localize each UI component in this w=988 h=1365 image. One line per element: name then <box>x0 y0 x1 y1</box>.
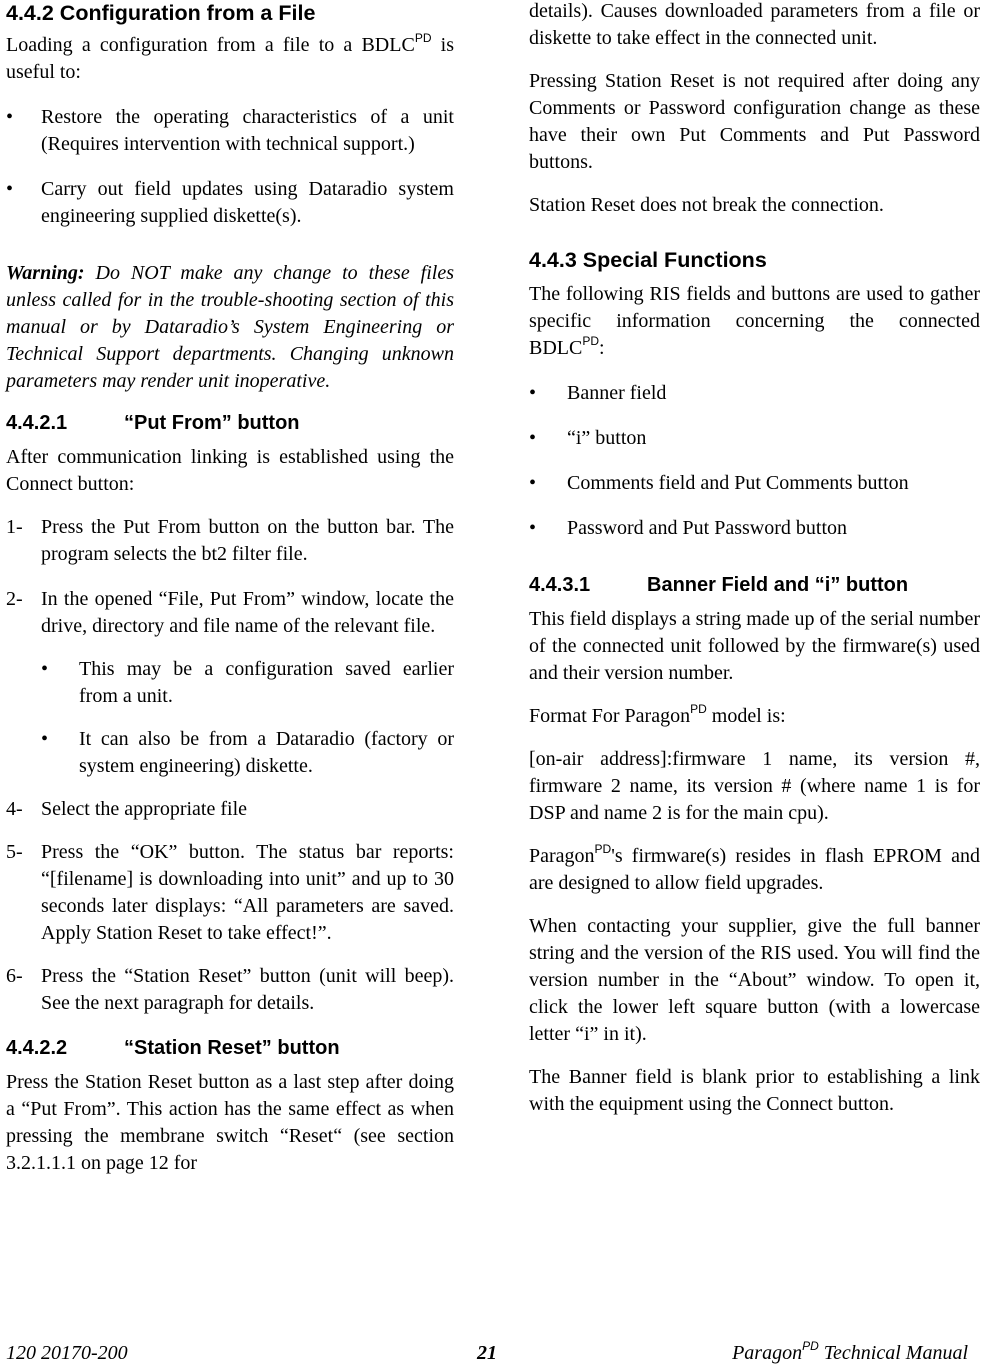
bullet-icon: • <box>6 106 14 128</box>
list-item: • Comments field and Put Comments button <box>529 470 980 497</box>
after-connect-paragraph: After communication linking is established using the Connect button: <box>6 446 454 495</box>
page-footer <box>6 1341 968 1365</box>
contact-paragraph: When contacting your supplier, give the full banner string and the version of the RIS used. You will find the version number in the “About” window. To open it, click the lower left square button (with a lowercase letter “i” in it). <box>529 915 980 1045</box>
list-item: • Carry out field updates using Dataradio system engineering supplied diskette(s). <box>6 178 454 227</box>
firmware-paragraph: Paragon$^{PD}$'s firmware(s) resides in flash EPROM and are designed to allow field upgrades. <box>529 842 980 894</box>
special-functions-paragraph: The following RIS fields and buttons are used to gather specific information concerning the connected $BDLC^{PD}$: <box>529 283 980 359</box>
bullet-icon: • <box>529 472 537 494</box>
list-item: • This may be a configuration saved earlier from a unit. <box>41 658 454 707</box>
section-heading-4-4-3: 4.4.3 Special Functions <box>529 248 767 272</box>
section-heading-4-4-2-1: 4.4.2.1 “Put From” button <box>6 412 300 434</box>
continued-paragraph: details). Causes downloaded parameters from a file or diskette to take effect in the connected unit. <box>529 0 980 49</box>
banner-description-paragraph: This field displays a string made up of the serial number of the connected unit followed by the firmware(s) used and their version number. <box>529 608 981 684</box>
section-heading-4-4-3-1: 4.4.3.1 Banner Field and “i” button <box>529 574 909 596</box>
list-item: 1- Press the Put From button on the button bar. The program selects the bt2 filter file. <box>6 516 454 565</box>
section-heading-4-4-2-2: 4.4.2.2 “Station Reset” button <box>6 1037 340 1059</box>
bullet-icon: • <box>529 427 537 449</box>
bullet-icon: • <box>6 178 14 200</box>
station-reset-paragraph: Press the Station Reset button as a last step after doing a “Put From”. This action has the same effect as when pressing the membrane switch “Reset“ (see section 3.2.1.1.1 on page 12 for <box>6 1071 454 1174</box>
list-item: 4- Select the appropriate file <box>6 798 248 820</box>
format-line-paragraph: [on-air address]:firmware 1 name, its version #, firmware 2 name, its version # (where name 1 is for DSP and name 2 is for the main cpu). <box>529 748 980 824</box>
no-break-paragraph: Station Reset does not break the connection. <box>529 194 884 216</box>
not-required-paragraph: Pressing Station Reset is not required after doing any Comments or Password configuration change as these have their own Put Comments and Put Password buttons. <box>529 70 980 173</box>
right-column <box>529 0 980 1118</box>
page-number: 21 <box>477 1342 497 1364</box>
manual-title: Paragon$^{PD}$ Technical Manual <box>732 1339 968 1364</box>
bullet-icon: • <box>41 658 49 680</box>
bullet-icon: • <box>529 382 537 404</box>
section-heading-4-4-2: 4.4.2 Configuration from a File <box>6 1 316 25</box>
left-column <box>6 0 454 1177</box>
document-number: 120 20170-200 <box>6 1342 128 1364</box>
list-item: 5- Press the “OK” button. The status bar reports: “[filename] is downloading into unit” and up to 30 seconds later displays: “All parameters are saved. Apply Station Reset to take effect!”. <box>6 841 454 944</box>
blank-banner-paragraph: The Banner field is blank prior to establishing a link with the equipment using the Connect button. <box>529 1066 980 1115</box>
list-item: • Banner field <box>529 380 980 407</box>
list-item: • “i” button <box>529 425 980 452</box>
list-item: • Restore the operating characteristics of a unit (Requires intervention with technical support.) <box>6 106 454 155</box>
format-paragraph: Format For Paragon$^{PD}$ model is: <box>529 702 786 727</box>
list-item: • Password and Put Password button <box>529 515 980 542</box>
list-item: • It can also be from a Dataradio (factory or system engineering) diskette. <box>41 728 454 777</box>
intro-paragraph: Loading a configuration from a file to a $BDLC^{PD}$ is useful to: <box>6 31 454 83</box>
list-item: 2- In the opened “File, Put From” window, locate the drive, directory and file name of the relevant file. <box>6 588 454 637</box>
warning-paragraph: Warning: Do NOT make any change to these files unless called for in the trouble-shooting section of this manual or by Dataradio’s System Engineering or Technical Support departments. Changing unknown parameters may render unit inoperative. <box>6 262 454 392</box>
list-item: 6- Press the “Station Reset” button (unit will beep). See the next paragraph for details. <box>6 965 454 1014</box>
bullet-icon: • <box>41 728 49 750</box>
bullet-icon: • <box>529 517 537 539</box>
